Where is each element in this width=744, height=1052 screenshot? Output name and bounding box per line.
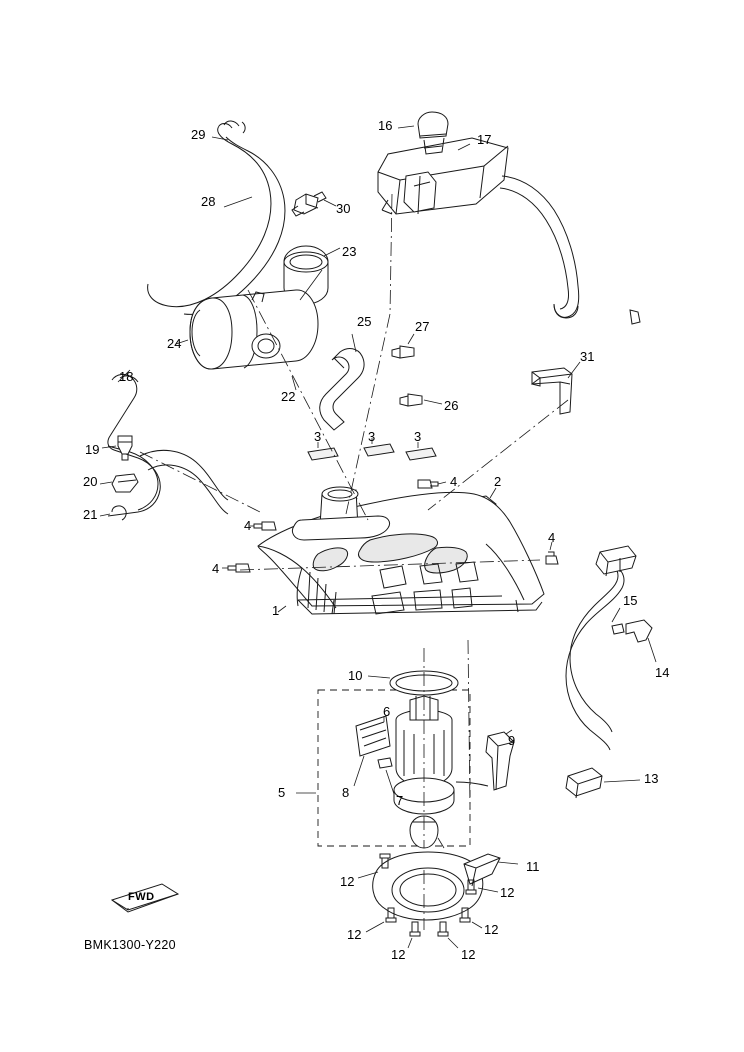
o-ring-10 (368, 671, 458, 695)
callout-12-f: 12 (461, 947, 476, 962)
callout-4-d: 4 (548, 530, 556, 545)
callout-21: 21 (83, 507, 98, 522)
callout-9: 9 (508, 733, 516, 748)
callout-12-d: 12 (391, 947, 406, 962)
breather-hose-28 (148, 121, 285, 314)
fuel-pump-assembly (354, 696, 514, 848)
callout-12-b: 12 (500, 885, 515, 900)
callout-3-c: 3 (414, 429, 422, 444)
callout-12-c: 12 (347, 927, 362, 942)
callout-26: 26 (444, 398, 459, 413)
callout-19: 19 (85, 442, 100, 457)
callout-3-a: 3 (314, 429, 322, 444)
callout-23: 23 (342, 244, 357, 259)
purge-hose-right (500, 176, 640, 324)
callout-5: 5 (278, 785, 286, 800)
canister-bracket-17 (378, 112, 508, 214)
callout-29: 29 (191, 127, 206, 142)
callout-2: 2 (494, 474, 502, 489)
part-code-label: BMK1300-Y220 (84, 938, 176, 952)
fuel-tank-1 (258, 487, 544, 614)
callout-27: 27 (415, 319, 430, 334)
fuel-hose-18 (100, 370, 228, 520)
callout-6: 6 (383, 704, 391, 719)
bracket-31 (532, 362, 580, 414)
fwd-label: FWD (128, 891, 155, 903)
callout-7: 7 (396, 793, 404, 808)
callout-14: 14 (655, 665, 670, 680)
callout-16: 16 (378, 118, 393, 133)
canister-strap-25 (320, 334, 442, 430)
callout-22: 22 (281, 389, 296, 404)
callout-15: 15 (623, 593, 638, 608)
callout-11: 11 (526, 859, 540, 874)
callout-1: 1 (272, 603, 280, 618)
callout-3-b: 3 (368, 429, 376, 444)
callout-30: 30 (336, 201, 351, 216)
callout-12-a: 12 (340, 874, 355, 889)
fuel-hose-13 (566, 546, 659, 798)
callout-28: 28 (201, 194, 216, 209)
callout-31: 31 (580, 349, 595, 364)
callout-8: 8 (342, 785, 350, 800)
canister-assembly (176, 246, 340, 390)
callout-4-b: 4 (244, 518, 252, 533)
callout-20: 20 (83, 474, 98, 489)
callout-12-e: 12 (484, 922, 499, 937)
callout-13: 13 (644, 771, 659, 786)
callout-4-c: 4 (212, 561, 220, 576)
callout-24: 24 (167, 336, 182, 351)
callout-25: 25 (357, 314, 372, 329)
callout-4-a: 4 (450, 474, 458, 489)
hose-clamp-30 (292, 192, 336, 216)
callout-18: 18 (119, 369, 134, 384)
callout-10: 10 (348, 668, 363, 683)
callout-17: 17 (477, 132, 492, 147)
